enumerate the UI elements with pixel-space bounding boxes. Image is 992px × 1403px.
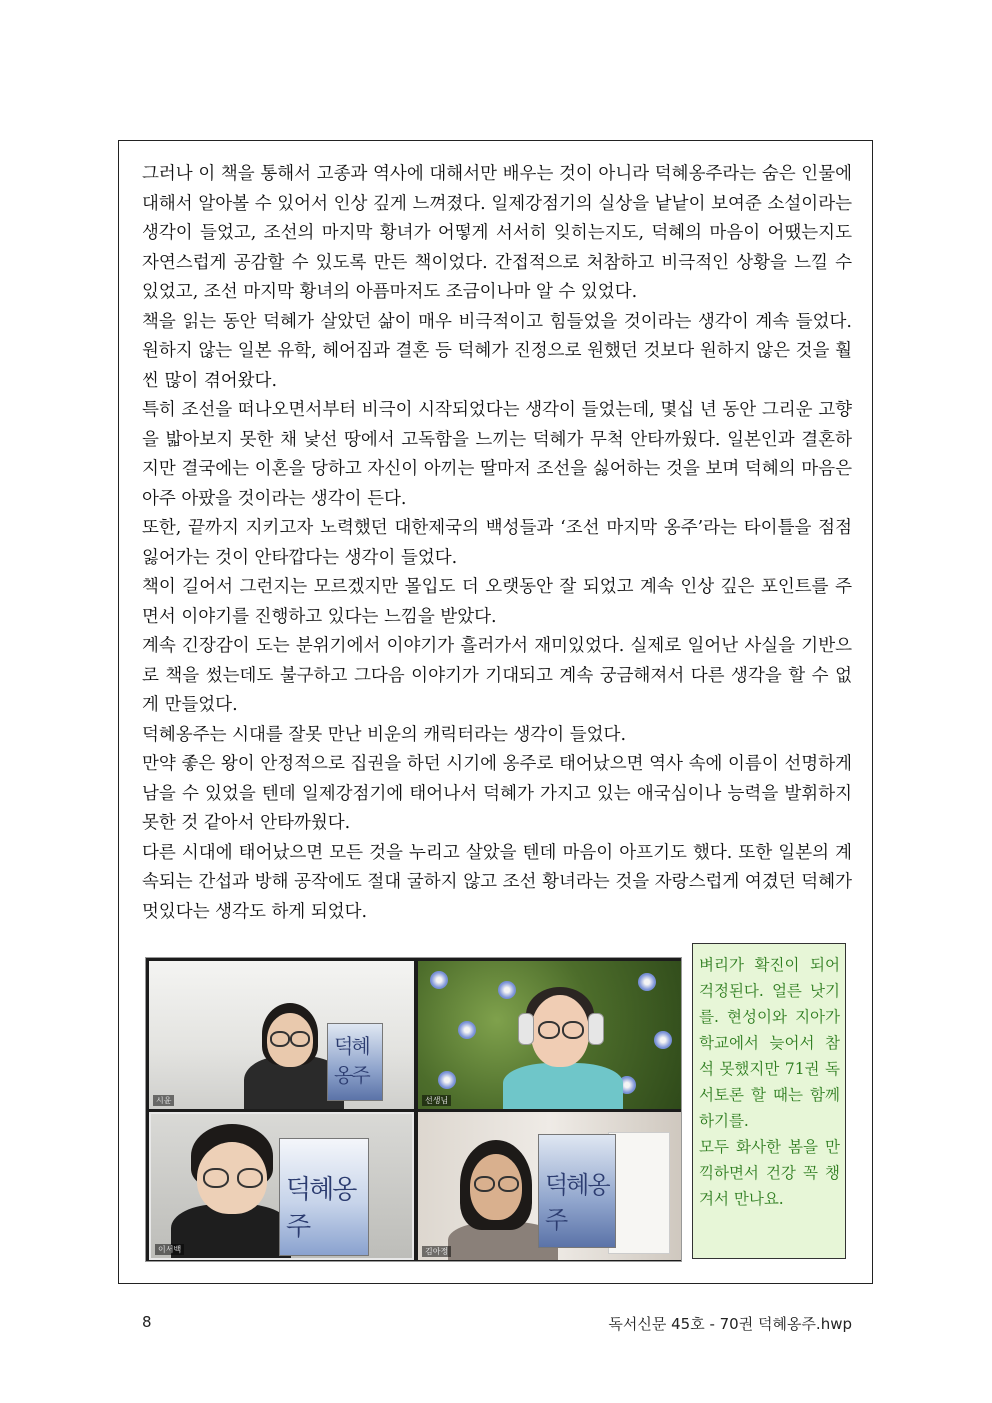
video-tile-1 — [149, 961, 414, 1109]
book-cover: 덕혜옹주 — [279, 1138, 369, 1256]
paragraph-4: 또한, 끝까지 지키고자 노력했던 대한제국의 백성들과 ‘조선 마지막 옹주’라는 타이틀을 점점 잃어가는 것이 안타깝다는 생각이 들었다. — [142, 518, 852, 568]
paragraph-1: 그러나 이 책을 통해서 고종과 역사에 대해서만 배우는 것이 아니라 덕혜옹주라는 숨은 인물에 대해서 알아볼 수 있어서 인상 깊게 느껴졌다. 일제강점기의 실상을 낱낱이 보여준 소설이라는 생각이 들었고, 조선의 마지막 황녀가 어떻게 서서히 잊히는지도, 덕혜의 마음이 어땠는지도 자연스럽게 공감할 수 있도록 만든 책이었다. 간접적으로 처참하고 비극적인 상황을 느낄 수 있었고, 조선 마지막 황녀의 아픔마저도 조금이나마 알 수 있었다. — [142, 164, 852, 302]
paragraph-3: 특히 조선을 떠나오면서부터 비극이 시작되었다는 생각이 들었는데, 몇십 년 동안 그리운 고향을 밟아보지 못한 채 낯선 땅에서 고독함을 느끼는 덕혜가 무척 안타까웠다. 일본인과 결혼하지만 결국에는 이혼을 당하고 자신이 아끼는 딸마저 조선을 싫어하는 것을 보며 덕혜의 마음은 아주 아팠을 것이라는 생각이 든다. — [142, 400, 852, 509]
video-call-photo — [145, 957, 682, 1262]
participant-name: 이서백 — [155, 1244, 184, 1255]
teacher-note-box — [692, 943, 846, 1259]
book-cover: 덕혜옹주 — [538, 1134, 616, 1248]
article-body — [142, 160, 852, 927]
participant-name: 시윤 — [153, 1095, 174, 1106]
paragraph-9: 다른 시대에 태어났으면 모든 것을 누리고 살았을 텐데 마음이 아프기도 했다. 또한 일본의 계속되는 간섭과 방해 공작에도 절대 굴하지 않고 조선 황녀라는 것을 자랑스럽게 여겼던 덕혜가 멋있다는 생각도 하게 되었다. — [142, 842, 852, 922]
video-tile-2 — [418, 961, 681, 1109]
paragraph-6: 계속 긴장감이 도는 분위기에서 이야기가 흘러가서 재미있었다. 실제로 일어난 사실을 기반으로 책을 썼는데도 불구하고 그다음 이야기가 기대되고 계속 궁금해져서 다른 생각을 할 수 없게 만들었다. — [142, 636, 852, 715]
video-tile-3 — [149, 1112, 414, 1260]
paragraph-8: 만약 좋은 왕이 안정적으로 집권을 하던 시기에 옹주로 태어났으면 역사 속에 이름이 선명하게 남을 수 있었을 텐데 일제강점기에 태어나서 덕혜가 가지고 있는 애국심이나 능력을 발휘하지 못한 것 같아서 안타까웠다. — [142, 754, 852, 833]
note-paragraph-1: 벼리가 확진이 되어 걱정된다. 얼른 낫기를. 현성이와 지아가 학교에서 늦어서 참석 못했지만 71권 독서토론 할 때는 함께 하기를. — [699, 956, 840, 1130]
video-tile-4 — [418, 1112, 681, 1260]
book-cover: 덕혜옹주 — [327, 1023, 383, 1101]
note-paragraph-2: 모두 화사한 봄을 만끽하면서 건강 꼭 챙겨서 만나요. — [699, 1138, 840, 1208]
paragraph-5: 책이 길어서 그런지는 모르겠지만 몰입도 더 오랫동안 잘 되었고 계속 인상 깊은 포인트를 주면서 이야기를 진행하고 있다는 느낌을 받았다. — [142, 577, 852, 627]
page-number: 8 — [142, 1313, 152, 1331]
file-name: 독서신문 45호 - 70권 덕혜옹주.hwp — [608, 1315, 852, 1333]
participant-name: 선생님 — [422, 1095, 451, 1106]
participant-name: 김아정 — [422, 1246, 451, 1257]
paragraph-2: 책을 읽는 동안 덕혜가 살았던 삶이 매우 비극적이고 힘들었을 것이라는 생각이 계속 들었다. 원하지 않는 일본 유학, 헤어짐과 결혼 등 덕혜가 진정으로 원했던 것보다 원하지 않은 것을 훨씬 많이 겪어왔다. — [142, 311, 852, 391]
paragraph-7: 덕혜옹주는 시대를 잘못 만난 비운의 캐릭터라는 생각이 들었다. — [142, 724, 627, 745]
